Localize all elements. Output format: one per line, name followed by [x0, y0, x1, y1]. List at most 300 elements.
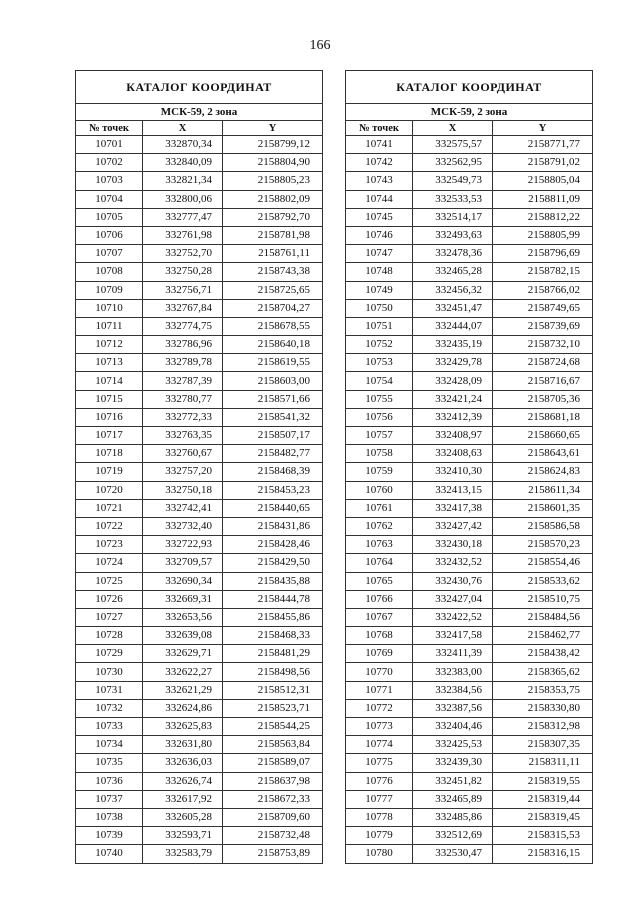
- header-x: X: [143, 121, 223, 136]
- point-number-cell: 10715: [76, 390, 143, 408]
- x-coordinate-cell: 332690,34: [143, 572, 223, 590]
- table-row: [346, 390, 593, 408]
- x-coordinate-cell: 332789,78: [143, 354, 223, 372]
- point-number-cell: 10711: [76, 317, 143, 335]
- table-row: [346, 645, 593, 663]
- point-number-cell: 10705: [76, 208, 143, 226]
- point-number-cell: 10777: [346, 790, 413, 808]
- y-coordinate-cell: 2158761,11: [223, 245, 323, 263]
- table-row: [346, 481, 593, 499]
- point-number-cell: 10714: [76, 372, 143, 390]
- table-row: [346, 408, 593, 426]
- x-coordinate-cell: 332669,31: [143, 590, 223, 608]
- table-row: [76, 536, 323, 554]
- coordinate-catalog-right: [345, 70, 593, 864]
- x-coordinate-cell: 332752,70: [143, 245, 223, 263]
- table-row: [346, 608, 593, 626]
- x-coordinate-cell: 332439,30: [413, 754, 493, 772]
- table-row: [346, 718, 593, 736]
- point-number-cell: 10779: [346, 827, 413, 845]
- point-number-cell: 10734: [76, 736, 143, 754]
- x-coordinate-cell: 332605,28: [143, 808, 223, 826]
- x-coordinate-cell: 332411,39: [413, 645, 493, 663]
- x-coordinate-cell: 332732,40: [143, 517, 223, 535]
- y-coordinate-cell: 2158799,12: [223, 136, 323, 154]
- x-coordinate-cell: 332383,00: [413, 663, 493, 681]
- catalog-zone: МСК-59, 2 зона: [76, 104, 323, 121]
- x-coordinate-cell: 332430,76: [413, 572, 493, 590]
- point-number-cell: 10745: [346, 208, 413, 226]
- y-coordinate-cell: 2158792,70: [223, 208, 323, 226]
- x-coordinate-cell: 332408,97: [413, 427, 493, 445]
- header-y: Y: [223, 121, 323, 136]
- header-point-number: № точек: [346, 121, 413, 136]
- table-row: [76, 190, 323, 208]
- table-row: [76, 390, 323, 408]
- x-coordinate-cell: 332422,52: [413, 608, 493, 626]
- x-coordinate-cell: 332629,71: [143, 645, 223, 663]
- table-row: [346, 499, 593, 517]
- x-coordinate-cell: 332761,98: [143, 226, 223, 244]
- x-coordinate-cell: 332465,28: [413, 263, 493, 281]
- y-coordinate-cell: 2158429,50: [223, 554, 323, 572]
- x-coordinate-cell: 332750,28: [143, 263, 223, 281]
- table-row: [346, 317, 593, 335]
- y-coordinate-cell: 2158732,10: [493, 336, 593, 354]
- point-number-cell: 10738: [76, 808, 143, 826]
- y-coordinate-cell: 2158791,02: [493, 154, 593, 172]
- point-number-cell: 10750: [346, 299, 413, 317]
- y-coordinate-cell: 2158319,55: [493, 772, 593, 790]
- point-number-cell: 10761: [346, 499, 413, 517]
- y-coordinate-cell: 2158811,09: [493, 190, 593, 208]
- y-coordinate-cell: 2158624,83: [493, 463, 593, 481]
- x-coordinate-cell: 332485,86: [413, 808, 493, 826]
- table-row: [346, 536, 593, 554]
- table-row: [346, 808, 593, 826]
- x-coordinate-cell: 332709,57: [143, 554, 223, 572]
- x-coordinate-cell: 332639,08: [143, 627, 223, 645]
- point-number-cell: 10749: [346, 281, 413, 299]
- table-row: [76, 172, 323, 190]
- point-number-cell: 10754: [346, 372, 413, 390]
- x-coordinate-cell: 332429,78: [413, 354, 493, 372]
- y-coordinate-cell: 2158512,31: [223, 681, 323, 699]
- y-coordinate-cell: 2158353,75: [493, 681, 593, 699]
- y-coordinate-cell: 2158660,65: [493, 427, 593, 445]
- point-number-cell: 10731: [76, 681, 143, 699]
- x-coordinate-cell: 332757,20: [143, 463, 223, 481]
- table-row: [76, 372, 323, 390]
- point-number-cell: 10716: [76, 408, 143, 426]
- table-row: [346, 463, 593, 481]
- table-row: [346, 226, 593, 244]
- y-coordinate-cell: 2158554,46: [493, 554, 593, 572]
- table-row: [346, 627, 593, 645]
- x-coordinate-cell: 332780,77: [143, 390, 223, 408]
- point-number-cell: 10707: [76, 245, 143, 263]
- y-coordinate-cell: 2158462,77: [493, 627, 593, 645]
- x-coordinate-cell: 332387,56: [413, 699, 493, 717]
- x-coordinate-cell: 332533,53: [413, 190, 493, 208]
- table-row: [346, 845, 593, 863]
- point-number-cell: 10770: [346, 663, 413, 681]
- point-number-cell: 10712: [76, 336, 143, 354]
- y-coordinate-cell: 2158805,04: [493, 172, 593, 190]
- y-coordinate-cell: 2158749,65: [493, 299, 593, 317]
- table-row: [346, 172, 593, 190]
- table-row: [76, 136, 323, 154]
- x-coordinate-cell: 332774,75: [143, 317, 223, 335]
- x-coordinate-cell: 332410,30: [413, 463, 493, 481]
- x-coordinate-cell: 332763,35: [143, 427, 223, 445]
- point-number-cell: 10763: [346, 536, 413, 554]
- x-coordinate-cell: 332631,80: [143, 736, 223, 754]
- x-coordinate-cell: 332435,19: [413, 336, 493, 354]
- table-row: [76, 245, 323, 263]
- y-coordinate-cell: 2158589,07: [223, 754, 323, 772]
- point-number-cell: 10718: [76, 445, 143, 463]
- y-coordinate-cell: 2158743,38: [223, 263, 323, 281]
- point-number-cell: 10772: [346, 699, 413, 717]
- point-number-cell: 10704: [76, 190, 143, 208]
- x-coordinate-cell: 332750,18: [143, 481, 223, 499]
- y-coordinate-cell: 2158481,29: [223, 645, 323, 663]
- table-row: [76, 481, 323, 499]
- y-coordinate-cell: 2158586,58: [493, 517, 593, 535]
- x-coordinate-cell: 332787,39: [143, 372, 223, 390]
- point-number-cell: 10757: [346, 427, 413, 445]
- table-row: [346, 754, 593, 772]
- point-number-cell: 10752: [346, 336, 413, 354]
- y-coordinate-cell: 2158444,78: [223, 590, 323, 608]
- table-row: [76, 317, 323, 335]
- point-number-cell: 10709: [76, 281, 143, 299]
- x-coordinate-cell: 332821,34: [143, 172, 223, 190]
- point-number-cell: 10778: [346, 808, 413, 826]
- point-number-cell: 10769: [346, 645, 413, 663]
- x-coordinate-cell: 332412,39: [413, 408, 493, 426]
- point-number-cell: 10768: [346, 627, 413, 645]
- table-row: [76, 627, 323, 645]
- table-row: [76, 827, 323, 845]
- y-coordinate-cell: 2158510,75: [493, 590, 593, 608]
- y-coordinate-cell: 2158312,98: [493, 718, 593, 736]
- y-coordinate-cell: 2158705,36: [493, 390, 593, 408]
- point-number-cell: 10727: [76, 608, 143, 626]
- table-row: [76, 699, 323, 717]
- header-y: Y: [493, 121, 593, 136]
- point-number-cell: 10713: [76, 354, 143, 372]
- x-coordinate-cell: 332384,56: [413, 681, 493, 699]
- point-number-cell: 10721: [76, 499, 143, 517]
- x-coordinate-cell: 332451,82: [413, 772, 493, 790]
- x-coordinate-cell: 332465,89: [413, 790, 493, 808]
- x-coordinate-cell: 332512,69: [413, 827, 493, 845]
- x-coordinate-cell: 332625,83: [143, 718, 223, 736]
- table-row: [346, 245, 593, 263]
- y-coordinate-cell: 2158541,32: [223, 408, 323, 426]
- point-number-cell: 10729: [76, 645, 143, 663]
- x-coordinate-cell: 332593,71: [143, 827, 223, 845]
- y-coordinate-cell: 2158311,11: [493, 754, 593, 772]
- point-number-cell: 10717: [76, 427, 143, 445]
- point-number-cell: 10719: [76, 463, 143, 481]
- y-coordinate-cell: 2158672,33: [223, 790, 323, 808]
- x-coordinate-cell: 332421,24: [413, 390, 493, 408]
- y-coordinate-cell: 2158468,39: [223, 463, 323, 481]
- table-row: [346, 572, 593, 590]
- x-coordinate-cell: 332562,95: [413, 154, 493, 172]
- table-row: [76, 681, 323, 699]
- point-number-cell: 10730: [76, 663, 143, 681]
- point-number-cell: 10735: [76, 754, 143, 772]
- table-row: [346, 281, 593, 299]
- y-coordinate-cell: 2158805,99: [493, 226, 593, 244]
- x-coordinate-cell: 332722,93: [143, 536, 223, 554]
- point-number-cell: 10771: [346, 681, 413, 699]
- y-coordinate-cell: 2158796,69: [493, 245, 593, 263]
- x-coordinate-cell: 332428,09: [413, 372, 493, 390]
- x-coordinate-cell: 332417,58: [413, 627, 493, 645]
- y-coordinate-cell: 2158732,48: [223, 827, 323, 845]
- point-number-cell: 10703: [76, 172, 143, 190]
- y-coordinate-cell: 2158484,56: [493, 608, 593, 626]
- x-coordinate-cell: 332493,63: [413, 226, 493, 244]
- y-coordinate-cell: 2158802,09: [223, 190, 323, 208]
- y-coordinate-cell: 2158724,68: [493, 354, 593, 372]
- point-number-cell: 10780: [346, 845, 413, 863]
- x-coordinate-cell: 332840,09: [143, 154, 223, 172]
- point-number-cell: 10723: [76, 536, 143, 554]
- point-number-cell: 10724: [76, 554, 143, 572]
- point-number-cell: 10764: [346, 554, 413, 572]
- table-row: [346, 445, 593, 463]
- y-coordinate-cell: 2158533,62: [493, 572, 593, 590]
- table-row: [76, 427, 323, 445]
- y-coordinate-cell: 2158482,77: [223, 445, 323, 463]
- point-number-cell: 10760: [346, 481, 413, 499]
- table-row: [346, 699, 593, 717]
- point-number-cell: 10753: [346, 354, 413, 372]
- y-coordinate-cell: 2158812,22: [493, 208, 593, 226]
- point-number-cell: 10751: [346, 317, 413, 335]
- point-number-cell: 10722: [76, 517, 143, 535]
- point-number-cell: 10737: [76, 790, 143, 808]
- table-row: [76, 445, 323, 463]
- y-coordinate-cell: 2158307,35: [493, 736, 593, 754]
- table-row: [346, 736, 593, 754]
- x-coordinate-cell: 332478,36: [413, 245, 493, 263]
- point-number-cell: 10728: [76, 627, 143, 645]
- table-row: [346, 299, 593, 317]
- y-coordinate-cell: 2158563,84: [223, 736, 323, 754]
- point-number-cell: 10739: [76, 827, 143, 845]
- point-number-cell: 10706: [76, 226, 143, 244]
- x-coordinate-cell: 332756,71: [143, 281, 223, 299]
- x-coordinate-cell: 332444,07: [413, 317, 493, 335]
- x-coordinate-cell: 332430,18: [413, 536, 493, 554]
- y-coordinate-cell: 2158766,02: [493, 281, 593, 299]
- point-number-cell: 10736: [76, 772, 143, 790]
- point-number-cell: 10762: [346, 517, 413, 535]
- point-number-cell: 10726: [76, 590, 143, 608]
- coordinate-catalog-left: [75, 70, 323, 864]
- y-coordinate-cell: 2158435,88: [223, 572, 323, 590]
- x-coordinate-cell: 332626,74: [143, 772, 223, 790]
- table-row: [346, 517, 593, 535]
- x-coordinate-cell: 332617,92: [143, 790, 223, 808]
- y-coordinate-cell: 2158678,55: [223, 317, 323, 335]
- catalog-title: КАТАЛОГ КООРДИНАТ: [76, 71, 323, 104]
- y-coordinate-cell: 2158805,23: [223, 172, 323, 190]
- table-row: [76, 663, 323, 681]
- x-coordinate-cell: 332624,86: [143, 699, 223, 717]
- table-row: [346, 554, 593, 572]
- x-coordinate-cell: 332800,06: [143, 190, 223, 208]
- table-row: [76, 263, 323, 281]
- point-number-cell: 10748: [346, 263, 413, 281]
- y-coordinate-cell: 2158523,71: [223, 699, 323, 717]
- table-row: [76, 772, 323, 790]
- table-row: [76, 608, 323, 626]
- y-coordinate-cell: 2158643,61: [493, 445, 593, 463]
- table-row: [346, 827, 593, 845]
- table-row: [76, 572, 323, 590]
- point-number-cell: 10733: [76, 718, 143, 736]
- table-row: [76, 154, 323, 172]
- table-row: [76, 463, 323, 481]
- y-coordinate-cell: 2158319,44: [493, 790, 593, 808]
- point-number-cell: 10744: [346, 190, 413, 208]
- x-coordinate-cell: 332636,03: [143, 754, 223, 772]
- table-row: [346, 663, 593, 681]
- y-coordinate-cell: 2158637,98: [223, 772, 323, 790]
- y-coordinate-cell: 2158771,77: [493, 136, 593, 154]
- y-coordinate-cell: 2158544,25: [223, 718, 323, 736]
- catalog-title: КАТАЛОГ КООРДИНАТ: [346, 71, 593, 104]
- page-number: 166: [309, 38, 331, 53]
- y-coordinate-cell: 2158507,17: [223, 427, 323, 445]
- x-coordinate-cell: 332514,17: [413, 208, 493, 226]
- table-row: [346, 790, 593, 808]
- table-row: [346, 208, 593, 226]
- point-number-cell: 10775: [346, 754, 413, 772]
- point-number-cell: 10740: [76, 845, 143, 863]
- y-coordinate-cell: 2158782,15: [493, 263, 593, 281]
- x-coordinate-cell: 332427,04: [413, 590, 493, 608]
- y-coordinate-cell: 2158440,65: [223, 499, 323, 517]
- table-row: [76, 736, 323, 754]
- x-coordinate-cell: 332456,32: [413, 281, 493, 299]
- y-coordinate-cell: 2158453,23: [223, 481, 323, 499]
- point-number-cell: 10747: [346, 245, 413, 263]
- table-row: [76, 808, 323, 826]
- x-coordinate-cell: 332767,84: [143, 299, 223, 317]
- table-row: [76, 499, 323, 517]
- x-coordinate-cell: 332404,46: [413, 718, 493, 736]
- table-row: [346, 772, 593, 790]
- point-number-cell: 10741: [346, 136, 413, 154]
- catalog-zone: МСК-59, 2 зона: [346, 104, 593, 121]
- x-coordinate-cell: 332432,52: [413, 554, 493, 572]
- table-row: [76, 408, 323, 426]
- x-coordinate-cell: 332451,47: [413, 299, 493, 317]
- y-coordinate-cell: 2158804,90: [223, 154, 323, 172]
- point-number-cell: 10710: [76, 299, 143, 317]
- y-coordinate-cell: 2158704,27: [223, 299, 323, 317]
- table-row: [76, 754, 323, 772]
- x-coordinate-cell: 332772,33: [143, 408, 223, 426]
- y-coordinate-cell: 2158601,35: [493, 499, 593, 517]
- table-row: [346, 336, 593, 354]
- x-coordinate-cell: 332417,38: [413, 499, 493, 517]
- x-coordinate-cell: 332760,67: [143, 445, 223, 463]
- y-coordinate-cell: 2158316,15: [493, 845, 593, 863]
- y-coordinate-cell: 2158315,53: [493, 827, 593, 845]
- point-number-cell: 10756: [346, 408, 413, 426]
- point-number-cell: 10776: [346, 772, 413, 790]
- y-coordinate-cell: 2158365,62: [493, 663, 593, 681]
- y-coordinate-cell: 2158753,89: [223, 845, 323, 863]
- point-number-cell: 10755: [346, 390, 413, 408]
- y-coordinate-cell: 2158455,86: [223, 608, 323, 626]
- header-point-number: № точек: [76, 121, 143, 136]
- y-coordinate-cell: 2158739,69: [493, 317, 593, 335]
- table-row: [76, 718, 323, 736]
- x-coordinate-cell: 332575,57: [413, 136, 493, 154]
- y-coordinate-cell: 2158428,46: [223, 536, 323, 554]
- x-coordinate-cell: 332427,42: [413, 517, 493, 535]
- table-row: [76, 336, 323, 354]
- y-coordinate-cell: 2158681,18: [493, 408, 593, 426]
- point-number-cell: 10746: [346, 226, 413, 244]
- point-number-cell: 10725: [76, 572, 143, 590]
- y-coordinate-cell: 2158468,33: [223, 627, 323, 645]
- header-x: X: [413, 121, 493, 136]
- x-coordinate-cell: 332870,34: [143, 136, 223, 154]
- y-coordinate-cell: 2158438,42: [493, 645, 593, 663]
- table-row: [346, 190, 593, 208]
- y-coordinate-cell: 2158431,86: [223, 517, 323, 535]
- table-row: [76, 281, 323, 299]
- point-number-cell: 10732: [76, 699, 143, 717]
- point-number-cell: 10742: [346, 154, 413, 172]
- y-coordinate-cell: 2158319,45: [493, 808, 593, 826]
- point-number-cell: 10765: [346, 572, 413, 590]
- table-row: [76, 517, 323, 535]
- catalog-body-left: [76, 136, 323, 864]
- x-coordinate-cell: 332622,27: [143, 663, 223, 681]
- catalog-body-right: [346, 136, 593, 864]
- table-row: [346, 590, 593, 608]
- x-coordinate-cell: 332653,56: [143, 608, 223, 626]
- point-number-cell: 10702: [76, 154, 143, 172]
- point-number-cell: 10766: [346, 590, 413, 608]
- x-coordinate-cell: 332777,47: [143, 208, 223, 226]
- y-coordinate-cell: 2158570,23: [493, 536, 593, 554]
- point-number-cell: 10708: [76, 263, 143, 281]
- table-row: [76, 208, 323, 226]
- point-number-cell: 10720: [76, 481, 143, 499]
- x-coordinate-cell: 332530,47: [413, 845, 493, 863]
- y-coordinate-cell: 2158603,00: [223, 372, 323, 390]
- table-row: [76, 645, 323, 663]
- point-number-cell: 10758: [346, 445, 413, 463]
- table-row: [346, 263, 593, 281]
- point-number-cell: 10759: [346, 463, 413, 481]
- y-coordinate-cell: 2158709,60: [223, 808, 323, 826]
